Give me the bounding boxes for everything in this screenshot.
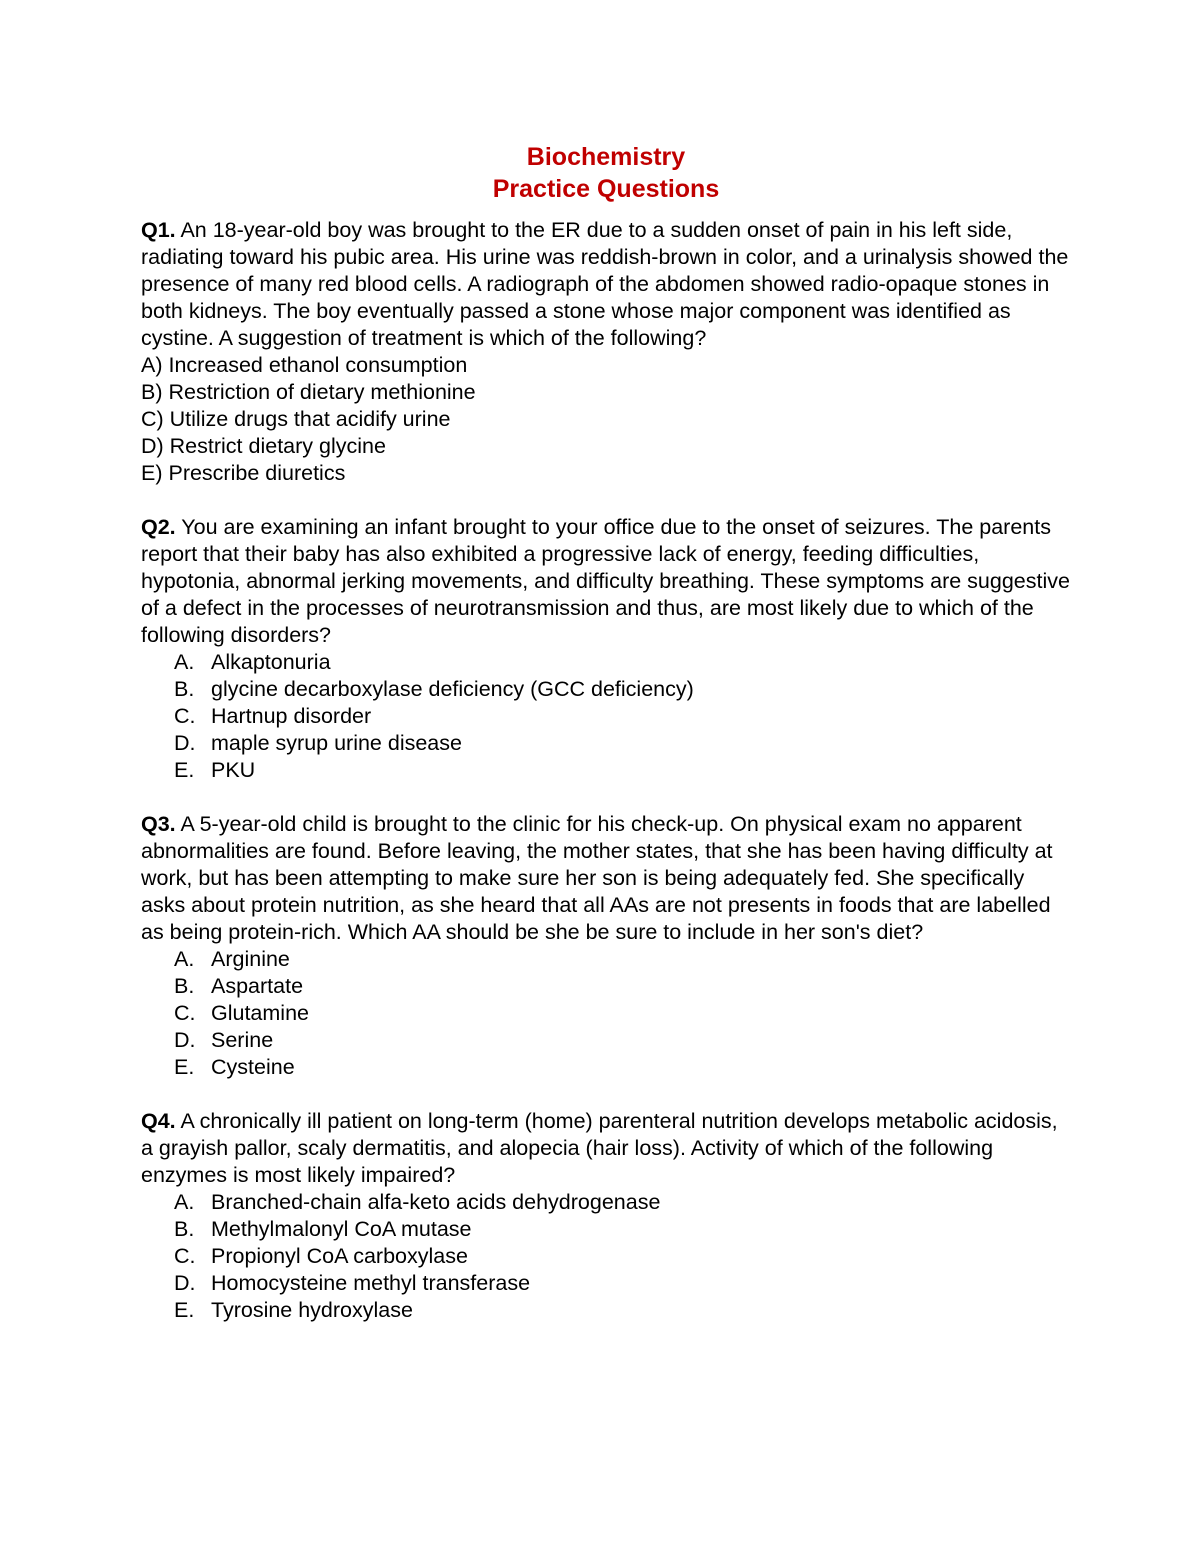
question-label: Q2. xyxy=(141,515,176,539)
option-letter: D. xyxy=(174,1028,196,1052)
answer-option xyxy=(141,1270,1071,1297)
answer-option xyxy=(141,1243,1071,1270)
question-text: An 18-year-old boy was brought to the ER due to a sudden onset of pain in his left side, radiating toward his pubic area. His urine was reddish-brown in color, and a urinalysis showed the presence of many red blood cells. A radiograph of the abdomen showed radio-opaque stones in both kidneys. The boy eventually passed a stone whose major component was identified as cystine. A suggestion of treatment is which of the following? xyxy=(141,218,1069,350)
question-stem xyxy=(141,1108,1071,1189)
answer-option xyxy=(141,1000,1071,1027)
question-3 xyxy=(141,811,1071,1081)
question-text: A chronically ill patient on long-term (home) parenteral nutrition develops metabolic acidosis, a grayish pallor, scaly dermatitis, and alopecia (hair loss). Activity of which of the following enzymes is most likely impaired? xyxy=(141,1109,1058,1187)
option-text: Arginine xyxy=(211,947,290,971)
question-label: Q3. xyxy=(141,812,176,836)
question-1 xyxy=(141,217,1071,487)
option-letter: D. xyxy=(174,731,196,755)
question-stem xyxy=(141,217,1071,352)
answer-option xyxy=(141,703,1071,730)
option-text: Hartnup disorder xyxy=(211,704,372,728)
answer-option xyxy=(141,757,1071,784)
answer-options xyxy=(141,649,1071,784)
option-letter: D. xyxy=(174,1271,196,1295)
option-text: Aspartate xyxy=(211,974,304,998)
option-text: maple syrup urine disease xyxy=(211,731,462,755)
answer-option xyxy=(141,946,1071,973)
question-stem xyxy=(141,514,1071,649)
option-text: PKU xyxy=(211,758,256,782)
option-text: Propionyl CoA carboxylase xyxy=(211,1244,468,1268)
option-letter: B. xyxy=(174,974,195,998)
document-page xyxy=(141,141,1071,1351)
answer-option: C) Utilize drugs that acidify urine xyxy=(141,407,451,431)
question-2 xyxy=(141,514,1071,784)
question-text: A 5-year-old child is brought to the clinic for his check-up. On physical exam no apparent abnormalities are found. Before leaving, the mother states, that she has been having difficulty at work, but has been attempting to make sure her son is being adequately fed. She specifically asks about protein nutrition, as she heard that all AAs are not presents in foods that are labelled as being protein-rich. Which AA should be she be sure to include in her son's diet? xyxy=(141,812,1053,944)
answer-option: B) Restriction of dietary methionine xyxy=(141,380,476,404)
option-text: Branched-chain alfa-keto acids dehydrogenase xyxy=(211,1190,661,1214)
option-text: Homocysteine methyl transferase xyxy=(211,1271,531,1295)
option-letter: E. xyxy=(174,1298,195,1322)
answer-option: D) Restrict dietary glycine xyxy=(141,434,386,458)
answer-option: E) Prescribe diuretics xyxy=(141,461,346,485)
option-text: Methylmalonyl CoA mutase xyxy=(211,1217,472,1241)
answer-option xyxy=(141,676,1071,703)
question-label: Q1. xyxy=(141,218,176,242)
option-text: Tyrosine hydroxylase xyxy=(211,1298,413,1322)
answer-option xyxy=(141,649,1071,676)
option-letter: E. xyxy=(174,1055,195,1079)
answer-options xyxy=(141,352,1071,487)
answer-option xyxy=(141,1027,1071,1054)
question-4 xyxy=(141,1108,1071,1324)
option-text: glycine decarboxylase deficiency (GCC deficiency) xyxy=(211,677,694,701)
answer-option xyxy=(141,1297,1071,1324)
answer-options xyxy=(141,1189,1071,1324)
option-letter: A. xyxy=(174,947,195,971)
answer-option xyxy=(141,1054,1071,1081)
document-title: Biochemistry xyxy=(526,143,686,171)
question-label: Q4. xyxy=(141,1109,176,1133)
option-letter: C. xyxy=(174,1244,196,1268)
option-letter: A. xyxy=(174,1190,195,1214)
answer-option xyxy=(141,730,1071,757)
option-letter: B. xyxy=(174,1217,195,1241)
question-stem xyxy=(141,811,1071,946)
answer-option xyxy=(141,973,1071,1000)
answer-option xyxy=(141,1216,1071,1243)
option-letter: A. xyxy=(174,650,195,674)
answer-options xyxy=(141,946,1071,1081)
option-text: Serine xyxy=(211,1028,274,1052)
option-text: Cysteine xyxy=(211,1055,295,1079)
option-text: Alkaptonuria xyxy=(211,650,331,674)
option-letter: C. xyxy=(174,704,196,728)
answer-option: A) Increased ethanol consumption xyxy=(141,353,468,377)
answer-option xyxy=(141,1189,1071,1216)
option-letter: C. xyxy=(174,1001,196,1025)
question-text: You are examining an infant brought to your office due to the onset of seizures. The parents report that their baby has also exhibited a progressive lack of energy, feeding difficulties, hypotonia, abnormal jerking movements, and difficulty breathing. These symptoms are suggestive of a defect in the processes of neurotransmission and thus, are most likely due to which of the following disorders? xyxy=(141,515,1070,647)
document-subtitle: Practice Questions xyxy=(492,175,720,203)
option-text: Glutamine xyxy=(211,1001,309,1025)
title-block xyxy=(141,141,1071,205)
option-letter: B. xyxy=(174,677,195,701)
option-letter: E. xyxy=(174,758,195,782)
